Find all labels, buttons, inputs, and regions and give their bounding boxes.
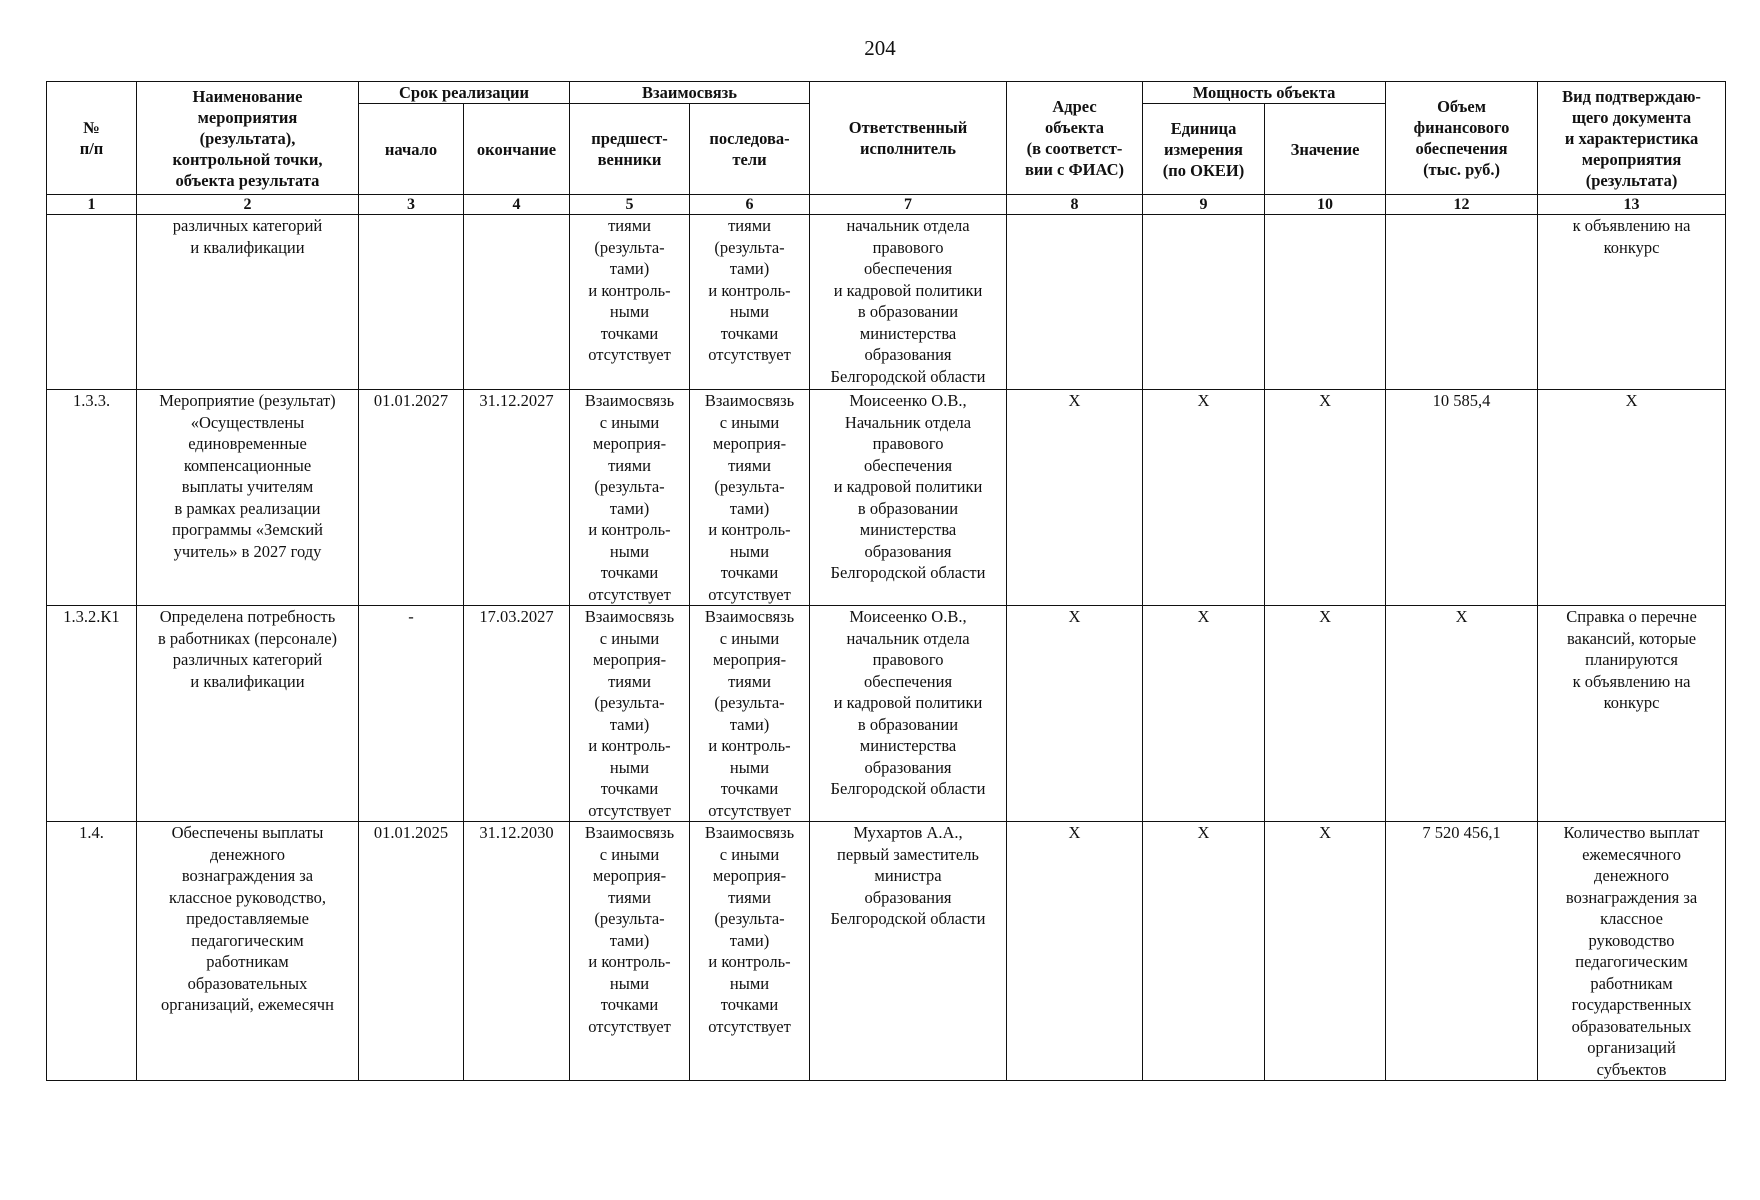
row-end <box>464 215 570 390</box>
row-start <box>359 215 464 390</box>
row-name: Обеспечены выплаты денежного вознаграждения за классное руководство, предоставляемые педагогическим работникам образовательных организаций, ежемесячн <box>137 822 359 1081</box>
column-number: 3 <box>359 195 464 215</box>
header-name: Наименование мероприятия (результата), контрольной точки, объекта результата <box>137 82 359 195</box>
row-responsible: начальник отдела правового обеспечения и кадровой политики в образовании министерства образования Белгородской области <box>810 215 1007 390</box>
row-financing: 10 585,4 <box>1386 390 1538 606</box>
page-number: 204 <box>864 36 896 60</box>
header-value: Значение <box>1265 104 1386 195</box>
row-name: различных категорий и квалификации <box>137 215 359 390</box>
row-responsible: Моисеенко О.В., Начальник отдела правового обеспечения и кадровой политики в образовании министерства образования Белгородской области <box>810 390 1007 606</box>
column-number: 13 <box>1538 195 1726 215</box>
row-value: X <box>1265 390 1386 606</box>
row-end: 31.12.2027 <box>464 390 570 606</box>
header-term-group: Срок реализации <box>359 82 570 104</box>
row-document: Количество выплат ежемесячного денежного вознаграждения за классное руководство педагогическим работникам государственных образовательных организаций субъектов <box>1538 822 1726 1081</box>
header-document: Вид подтверждаю- щего документа и характеристика мероприятия (результата) <box>1538 82 1726 195</box>
table-row <box>47 606 1726 822</box>
row-name: Определена потребность в работниках (персонале) различных категорий и квалификации <box>137 606 359 822</box>
row-name: Мероприятие (результат) «Осуществлены единовременные компенсационные выплаты учителям в рамках реализации программы «Земский учитель» в 2027 году <box>137 390 359 606</box>
row-predecessors: тиями (результа- тами) и контроль- ными точками отсутствует <box>570 215 690 390</box>
row-address: X <box>1007 390 1143 606</box>
row-unit: X <box>1143 606 1265 822</box>
row-financing: X <box>1386 606 1538 822</box>
activities-table <box>46 81 1726 1081</box>
row-unit: X <box>1143 390 1265 606</box>
row-address <box>1007 215 1143 390</box>
header-number: № п/п <box>47 82 137 195</box>
row-value: X <box>1265 822 1386 1081</box>
row-successors: Взаимосвязь с иными мероприя- тиями (результа- тами) и контроль- ными точками отсутствует <box>690 822 810 1081</box>
row-successors: Взаимосвязь с иными мероприя- тиями (результа- тами) и контроль- ными точками отсутствует <box>690 390 810 606</box>
row-unit <box>1143 215 1265 390</box>
header-predecessors: предшест- венники <box>570 104 690 195</box>
row-responsible: Моисеенко О.В., начальник отдела правового обеспечения и кадровой политики в образовании министерства образования Белгородской области <box>810 606 1007 822</box>
row-predecessors: Взаимосвязь с иными мероприя- тиями (результа- тами) и контроль- ными точками отсутствует <box>570 390 690 606</box>
row-unit: X <box>1143 822 1265 1081</box>
row-successors: тиями (результа- тами) и контроль- ными точками отсутствует <box>690 215 810 390</box>
row-predecessors: Взаимосвязь с иными мероприя- тиями (результа- тами) и контроль- ными точками отсутствует <box>570 606 690 822</box>
row-document: к объявлению на конкурс <box>1538 215 1726 390</box>
row-document: Справка о перечне вакансий, которые планируются к объявлению на конкурс <box>1538 606 1726 822</box>
row-start: 01.01.2027 <box>359 390 464 606</box>
column-number: 9 <box>1143 195 1265 215</box>
header-address: Адрес объекта (в соответст- вии с ФИАС) <box>1007 82 1143 195</box>
header-start: начало <box>359 104 464 195</box>
column-number: 10 <box>1265 195 1386 215</box>
header-capacity-group: Мощность объекта <box>1143 82 1386 104</box>
column-number: 12 <box>1386 195 1538 215</box>
column-number: 5 <box>570 195 690 215</box>
row-end: 31.12.2030 <box>464 822 570 1081</box>
row-financing: 7 520 456,1 <box>1386 822 1538 1081</box>
row-responsible: Мухартов А.А., первый заместитель министра образования Белгородской области <box>810 822 1007 1081</box>
row-successors: Взаимосвязь с иными мероприя- тиями (результа- тами) и контроль- ными точками отсутствует <box>690 606 810 822</box>
column-number: 4 <box>464 195 570 215</box>
table-row <box>47 390 1726 606</box>
table-row <box>47 822 1726 1081</box>
column-number: 1 <box>47 195 137 215</box>
row-number: 1.3.2.К1 <box>47 606 137 822</box>
row-predecessors: Взаимосвязь с иными мероприя- тиями (результа- тами) и контроль- ными точками отсутствует <box>570 822 690 1081</box>
header-successors: последова- тели <box>690 104 810 195</box>
row-start: 01.01.2025 <box>359 822 464 1081</box>
row-document: X <box>1538 390 1726 606</box>
header-responsible: Ответственный исполнитель <box>810 82 1007 195</box>
column-number: 6 <box>690 195 810 215</box>
column-number: 2 <box>137 195 359 215</box>
row-start: - <box>359 606 464 822</box>
header-financing: Объем финансового обеспечения (тыс. руб.) <box>1386 82 1538 195</box>
column-number: 7 <box>810 195 1007 215</box>
row-address: X <box>1007 822 1143 1081</box>
row-value <box>1265 215 1386 390</box>
header-link-group: Взаимосвязь <box>570 82 810 104</box>
header-unit: Единица измерения (по ОКЕИ) <box>1143 104 1265 195</box>
column-number: 8 <box>1007 195 1143 215</box>
row-end: 17.03.2027 <box>464 606 570 822</box>
row-value: X <box>1265 606 1386 822</box>
table-row <box>47 215 1726 390</box>
row-address: X <box>1007 606 1143 822</box>
row-financing <box>1386 215 1538 390</box>
header-end: окончание <box>464 104 570 195</box>
row-number: 1.4. <box>47 822 137 1081</box>
row-number <box>47 215 137 390</box>
row-number: 1.3.3. <box>47 390 137 606</box>
